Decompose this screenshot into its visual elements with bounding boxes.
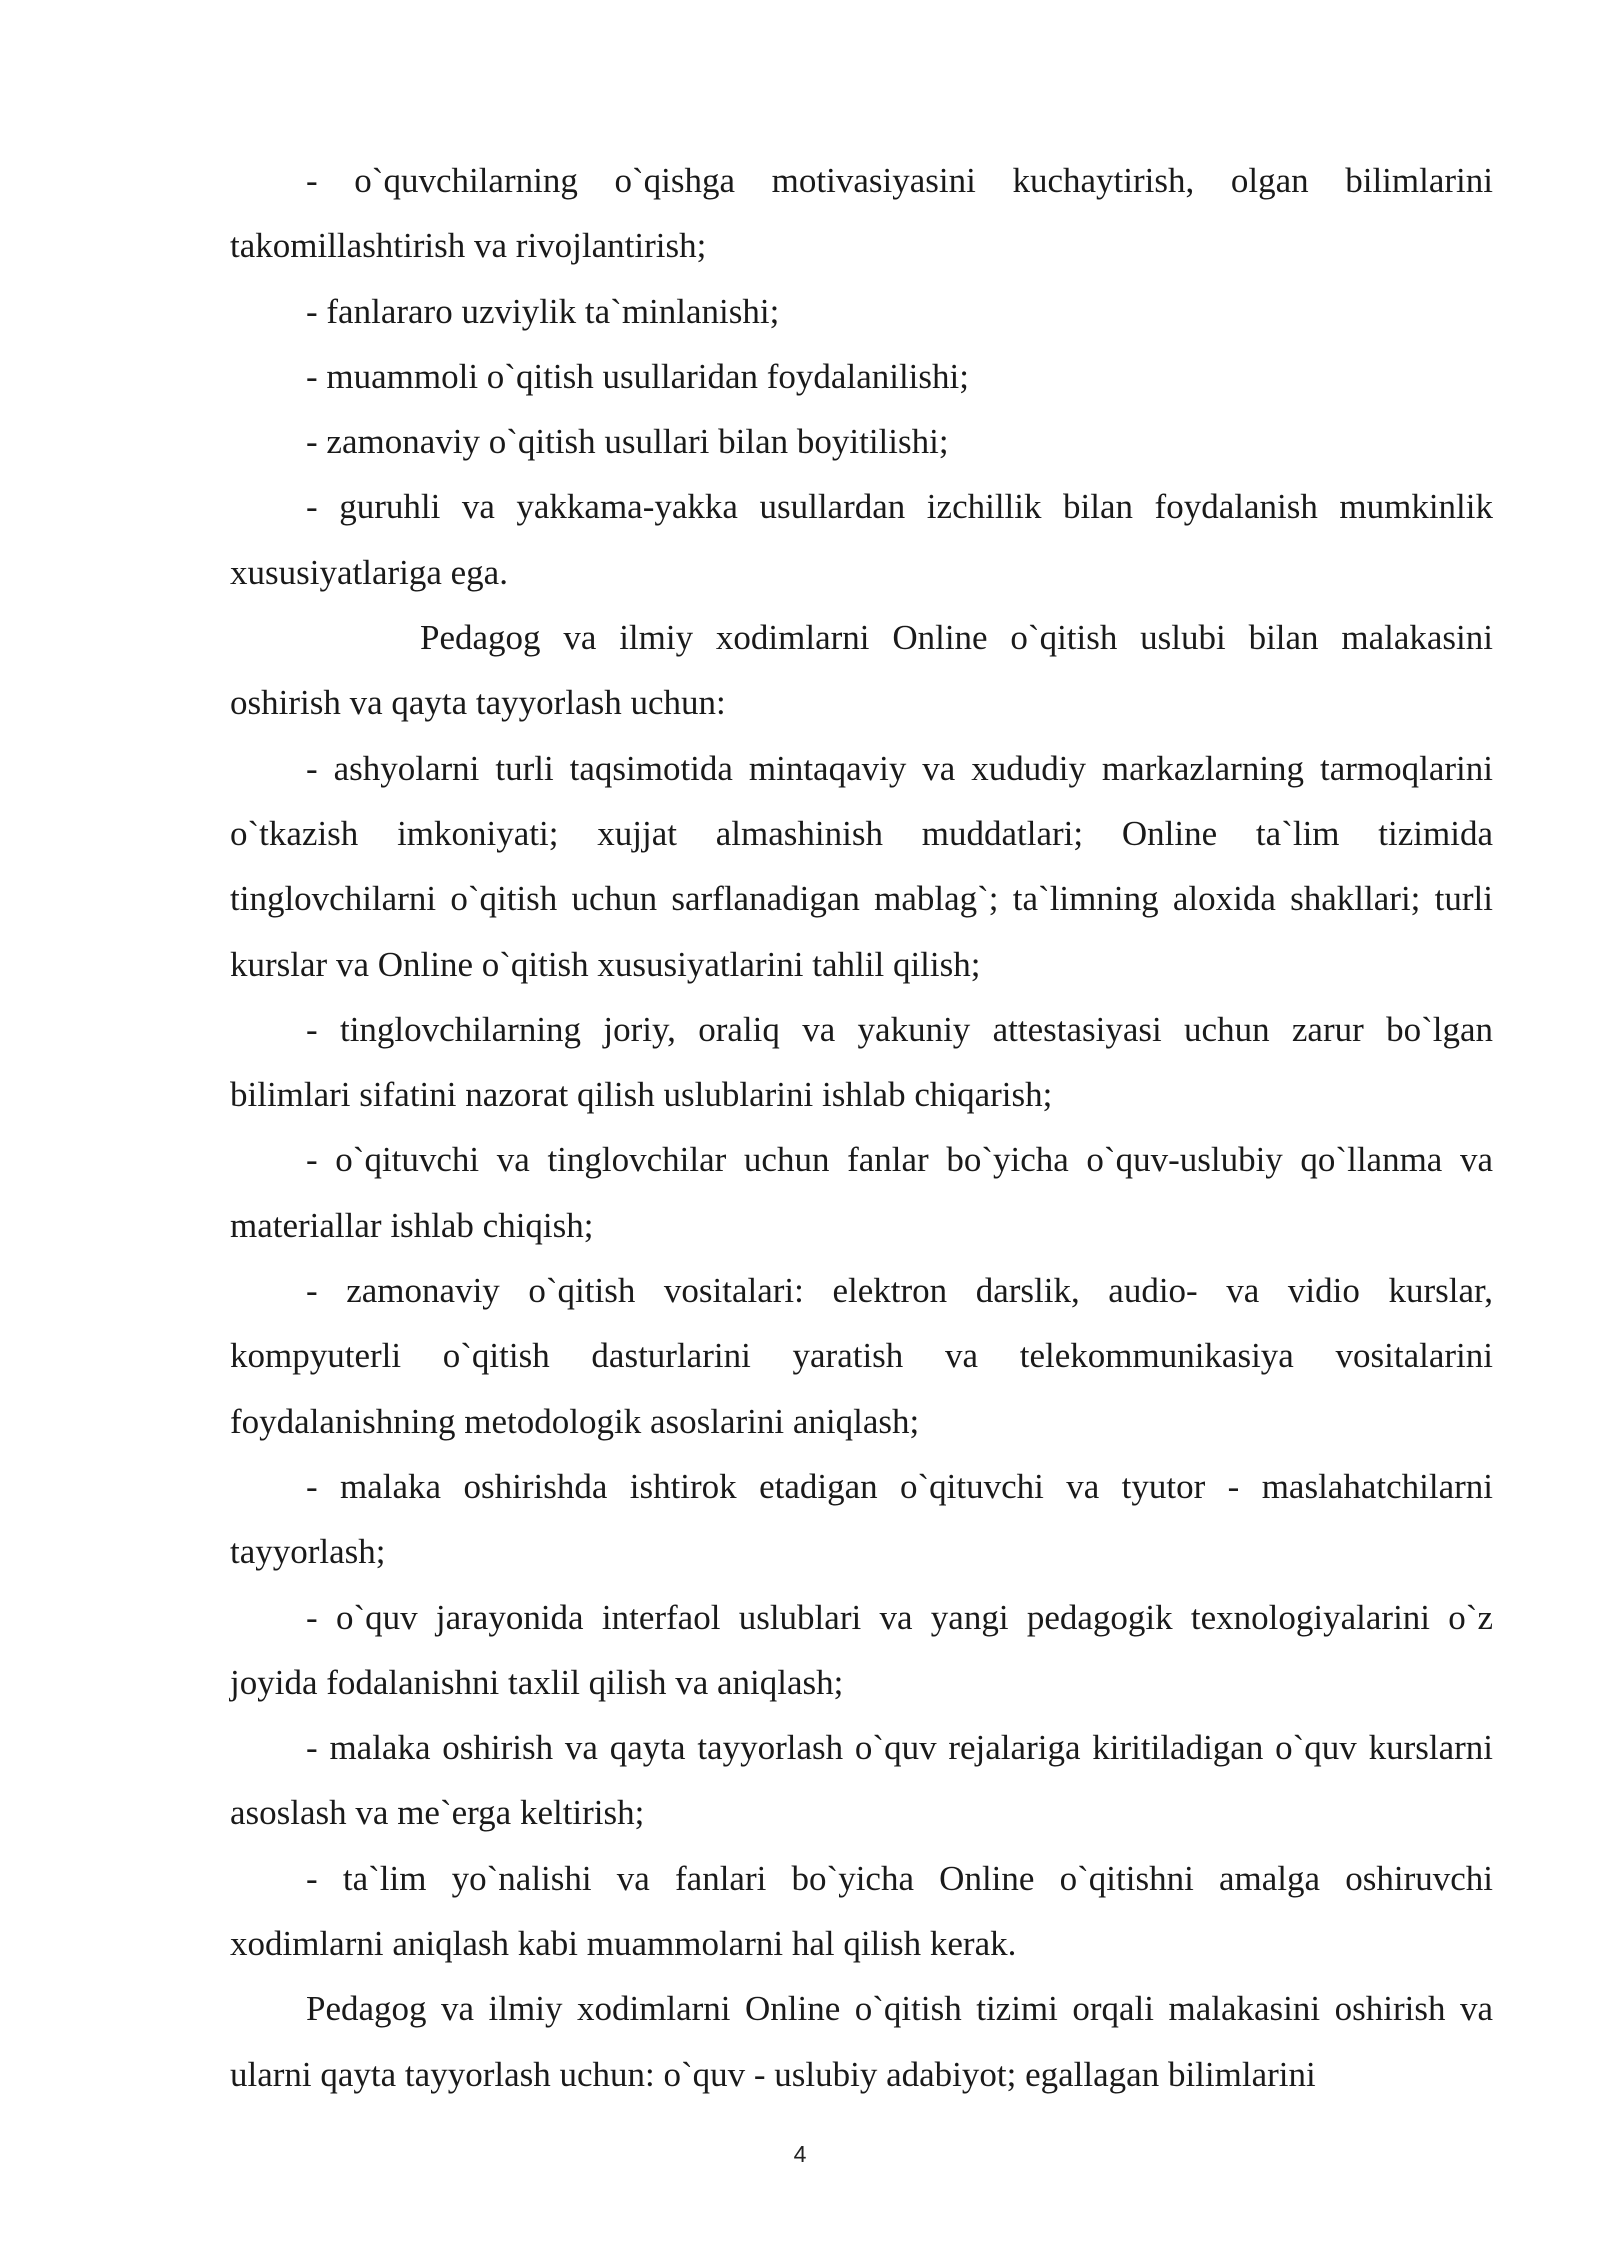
paragraph: Pedagog va ilmiy xodimlarni Online o`qitish uslubi bilan malakasini oshirish va qayta tayyorlash uchun: (230, 618, 1493, 723)
list-item: - malaka oshirish va qayta tayyorlash o`quv rejalariga kiritiladigan o`quv kurslarni asoslash va me`erga keltirish; (230, 1728, 1493, 1833)
paragraph: Pedagog va ilmiy xodimlarni Online o`qitish tizimi orqali malakasini oshirish va ularni qayta tayyorlash uchun: o`quv - uslubiy adabiyot; egallagan bilimlarini (230, 1989, 1493, 2094)
list-item: - ta`lim yo`nalishi va fanlari bo`yicha Online o`qitishni amalga oshiruvchi xodimlarni aniqlash kabi muammolarni hal qilish kerak. (230, 1858, 1493, 1964)
list-item: - tinglovchilarning joriy, oraliq va yakuniy attestasiyasi uchun zarur bo`lgan bilimlari sifatini nazorat qilish uslublarini ishlab chiqarish; (230, 1009, 1493, 1115)
page-number: 4 (793, 2141, 807, 2167)
body-text (230, 148, 1493, 2107)
list-item: - muammoli o`qitish usullaridan foydalanilishi; (306, 356, 969, 396)
list-item: - ashyolarni turli taqsimotida mintaqaviy va xududiy markazlarning tarmoqlarini o`tkazish imkoniyati; xujjat almashinish muddatlari; Online ta`lim tizimida tinglovchilarni o`qitish uchun sarflanadigan mablag`; ta`limning aloxida shakllari; turli kurslar va Online o`qitish xususiyatlarini tahlil qilish; (230, 748, 1493, 984)
list-item: - zamonaviy o`qitish usullari bilan boyitilishi; (306, 422, 949, 462)
list-item: - zamonaviy o`qitish vositalari: elektron darslik, audio- va vidio kurslar, kompyuterli o`qitish dasturlarini yaratish va telekommunikasiya vositalarini foydalanishning metodologik asoslarini aniqlash; (230, 1271, 1493, 1441)
list-item: - fanlararo uzviylik ta`minlanishi; (306, 291, 780, 331)
list-item: - o`quv jarayonida interfaol uslublari va yangi pedagogik texnologiyalarini o`z joyida fodalanishni taxlil qilish va aniqlash; (230, 1597, 1493, 1702)
list-item: - o`quvchilarning o`qishga motivasiyasini kuchaytirish, olgan bilimlarini takomillashtirish va rivojlantirish; (230, 161, 1493, 266)
list-item: - o`qituvchi va tinglovchilar uchun fanlar bo`yicha o`quv-uslubiy qo`llanma va materiallar ishlab chiqish; (230, 1140, 1493, 1245)
list-item: - guruhli va yakkama-yakka usullardan izchillik bilan foydalanish mumkinlik xususiyatlariga ega. (230, 487, 1493, 592)
list-item: - malaka oshirishda ishtirok etadigan o`qituvchi va tyutor - maslahatchilarni tayyorlash; (230, 1466, 1493, 1572)
